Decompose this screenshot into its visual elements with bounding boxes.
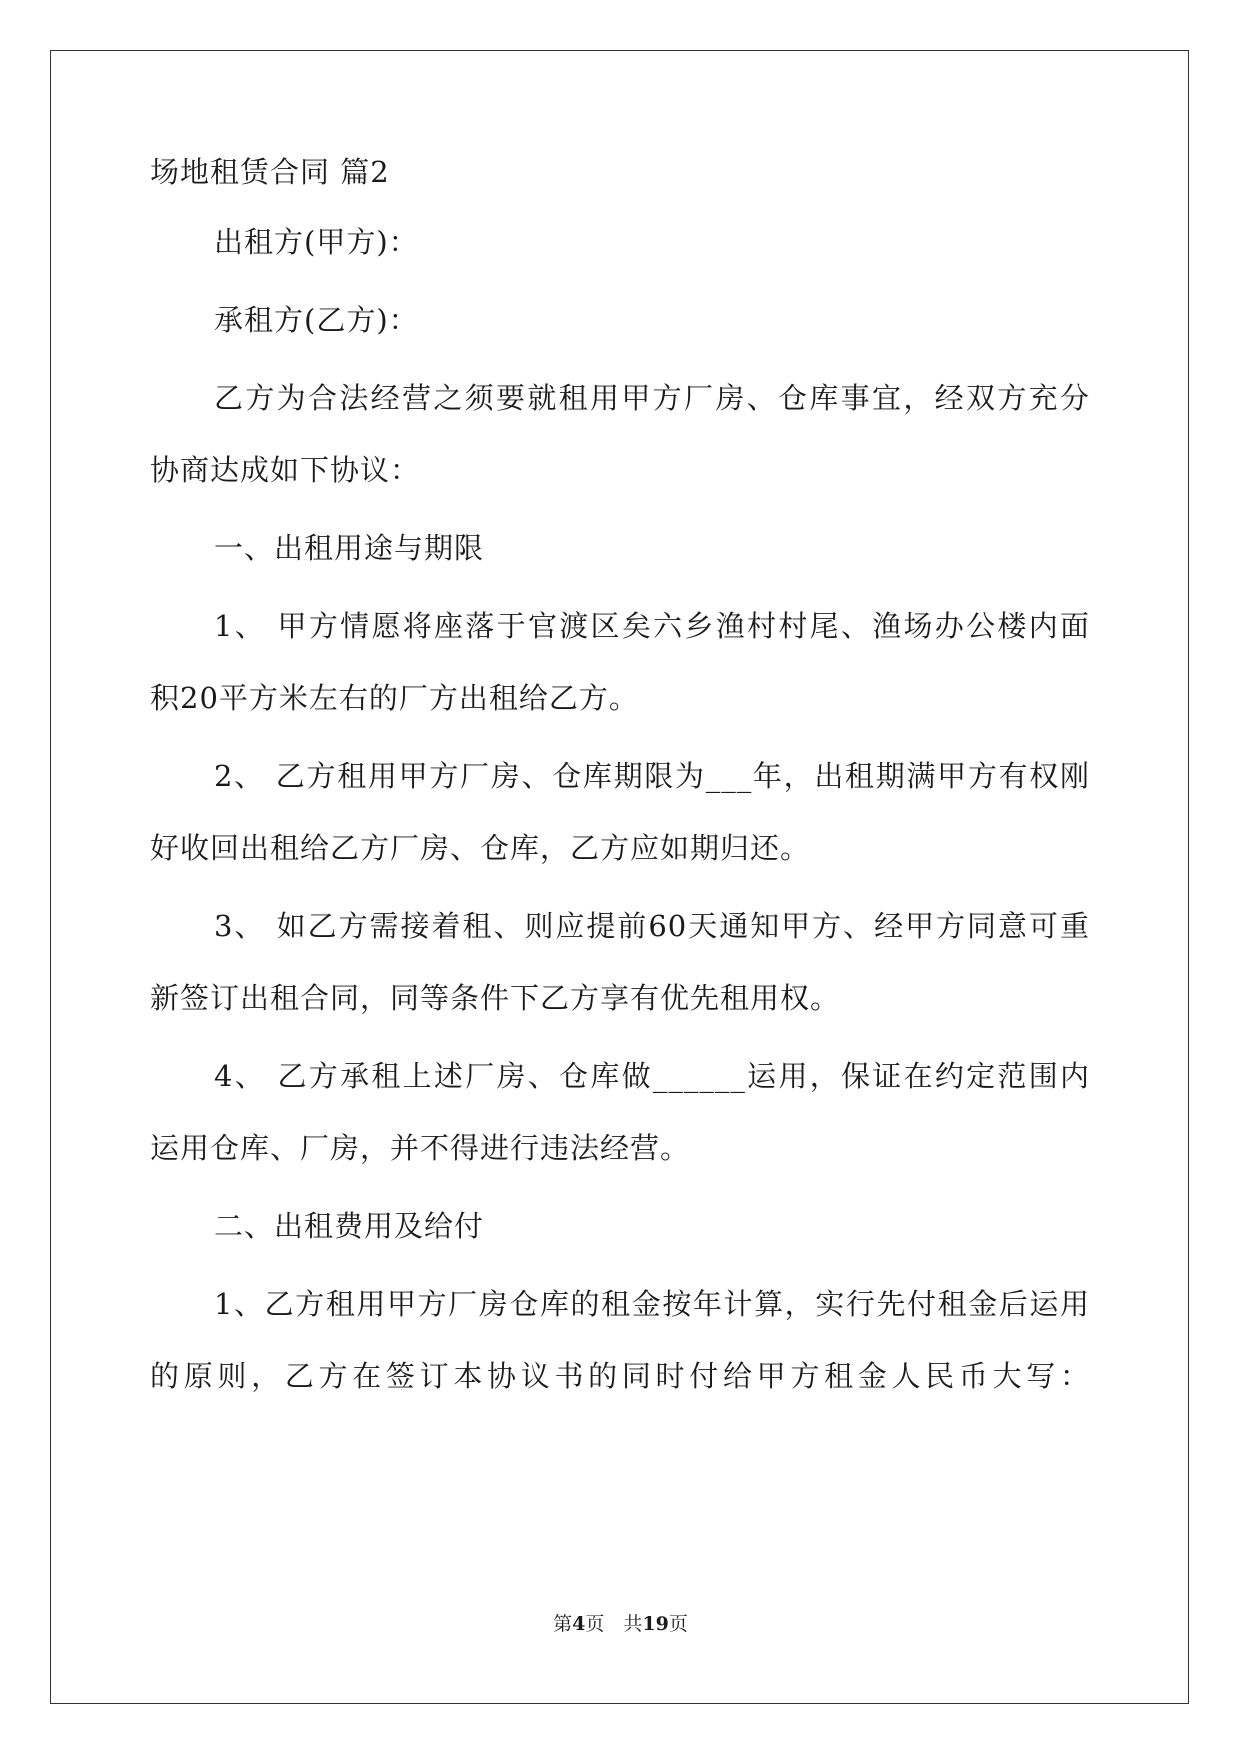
item-1-2-line-1: 2、 乙方租用甲方厂房、仓库期限为___年，出租期满甲方有权刚 [214, 759, 1090, 793]
party-a-label: 出租方(甲方)： [214, 225, 419, 259]
section-1-title: 一、出租用途与期限 [214, 531, 485, 565]
section-2-title: 二、出租费用及给付 [214, 1209, 485, 1243]
item-1-4-line-1: 4、 乙方承租上述厂房、仓库做______运用，保证在约定范围内 [214, 1059, 1090, 1093]
document-heading: 场地租赁合同 篇2 [150, 155, 390, 189]
page-frame [50, 50, 1189, 1704]
intro-line-2: 协商达成如下协议： [150, 453, 421, 487]
item-1-1-line-1: 1、 甲方情愿将座落于官渡区矣六乡渔村村尾、渔场办公楼内面 [214, 609, 1090, 643]
page-footer [0, 1612, 1241, 1636]
item-2-1-line-1: 1、乙方租用甲方厂房仓库的租金按年计算，实行先付租金后运用 [214, 1287, 1090, 1321]
item-1-4-line-2: 运用仓库、厂房，并不得进行违法经营。 [150, 1131, 691, 1165]
footer-suffix: 页 [668, 1613, 688, 1635]
intro-line-1: 乙方为合法经营之须要就租用甲方厂房、仓库事宜，经双方充分 [214, 381, 1090, 415]
party-b-label: 承租方(乙方)： [214, 303, 419, 337]
footer-total-pages: 19 [642, 1613, 669, 1635]
item-2-1-line-2: 的原则，乙方在签订本协议书的同时付给甲方租金人民币大写： [150, 1359, 1090, 1393]
footer-mid: 页 共 [585, 1613, 643, 1635]
item-1-2-line-2: 好收回出租给乙方厂房、仓库，乙方应如期归还。 [150, 831, 811, 865]
item-1-3-line-2: 新签订出租合同，同等条件下乙方享有优先租用权。 [150, 981, 841, 1015]
item-1-3-line-1: 3、 如乙方需接着租、则应提前60天通知甲方、经甲方同意可重 [214, 909, 1090, 943]
footer-page-number: 4 [572, 1613, 586, 1635]
item-1-1-line-2: 积20平方米左右的厂方出租给乙方。 [150, 681, 639, 715]
footer-prefix: 第 [553, 1613, 573, 1635]
